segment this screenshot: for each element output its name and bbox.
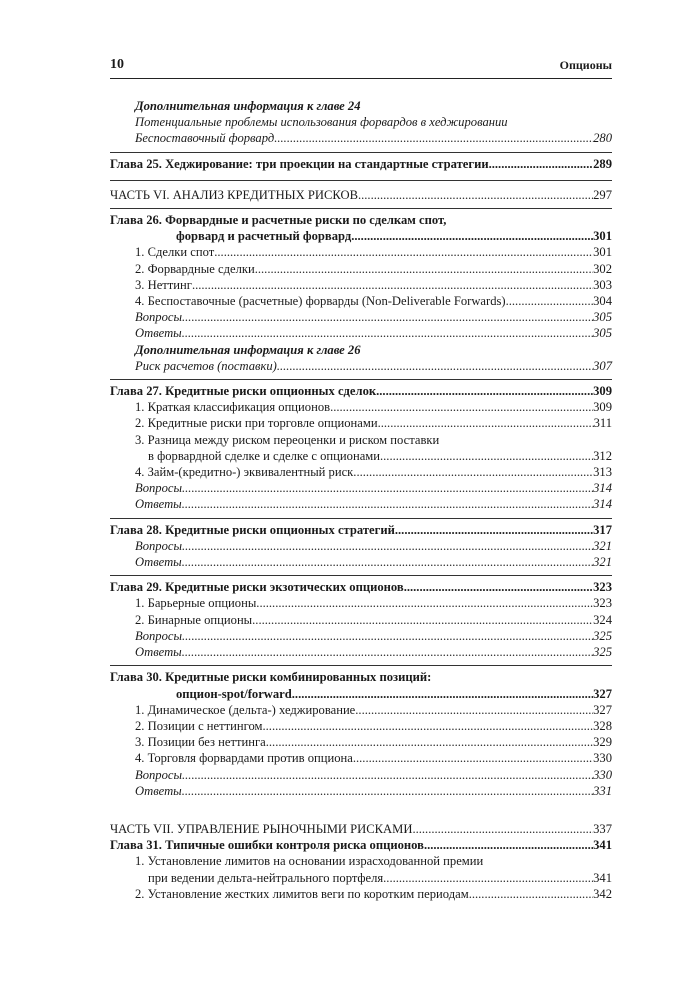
toc-questions[interactable]: Вопросы ..... 330	[110, 767, 612, 783]
add-info-24-item: Потенциальные проблемы использования форвардов в хеджировании	[135, 115, 508, 130]
toc-chapter-28[interactable]: Глава 28. Кредитные риски опционных стратегий ..... 317	[110, 518, 612, 538]
toc-chapter-25[interactable]: Глава 25. Хеджирование: три проекции на стандартные стратегии ..... 289	[110, 152, 612, 172]
toc-entry[interactable]: 1. Сделки спот ..... 301	[110, 244, 612, 260]
toc-answers[interactable]: Ответы ..... 314	[110, 496, 612, 512]
running-title: Опционы	[559, 58, 612, 72]
toc-entry[interactable]: 2. Форвардные сделки ..... 302	[110, 261, 612, 277]
toc-entry[interactable]: 3. Неттинг ..... 303	[110, 277, 612, 293]
toc-entry[interactable]: 1. Динамическое (дельта-) хеджирование ..... 327	[110, 702, 612, 718]
toc-entry[interactable]: 2. Позиции с неттингом ..... 328	[110, 718, 612, 734]
toc-questions[interactable]: Вопросы ..... 305	[110, 309, 612, 325]
toc-questions[interactable]: Вопросы ..... 321	[110, 538, 612, 554]
toc-answers[interactable]: Ответы ..... 305	[110, 325, 612, 341]
toc-entry[interactable]: 1. Барьерные опционы ..... 323	[110, 595, 612, 611]
toc-part-7[interactable]: ЧАСТЬ VII. УПРАВЛЕНИЕ РЫНОЧНЫМИ РИСКАМИ ..... 337	[110, 821, 612, 837]
add-info-24-heading: Дополнительная информация к главе 24	[135, 99, 361, 113]
toc-entry-line: 1. Установление лимитов на основании израсходованной премии	[135, 854, 484, 869]
toc-chapter-31[interactable]: Глава 31. Типичные ошибки контроля риска опционов ..... 341	[110, 837, 612, 853]
toc-questions[interactable]: Вопросы ..... 325	[110, 628, 612, 644]
toc-chapter-30-title: Глава 30. Кредитные риски комбинированных позиций:	[110, 665, 612, 685]
toc-answers[interactable]: Ответы ..... 325	[110, 644, 612, 660]
toc-entry[interactable]: 4. Займ-(кредитно-) эквивалентный риск ..... 313	[110, 464, 612, 480]
toc-part-6[interactable]: ЧАСТЬ VI. АНАЛИЗ КРЕДИТНЫХ РИСКОВ ..... 297	[110, 180, 612, 203]
toc-entry[interactable]: 4. Беспоставочные (расчетные) форварды (Non-Deliverable Forwards) ..... 304	[110, 293, 612, 309]
toc-entry[interactable]: 2. Кредитные риски при торговле опционами ..... 311	[110, 415, 612, 431]
toc-chapter-26[interactable]: форвард и расчетный форвард ..... 301	[110, 228, 612, 244]
toc-entry[interactable]: 3. Позиции без неттинга ..... 329	[110, 734, 612, 750]
toc-questions[interactable]: Вопросы ..... 314	[110, 480, 612, 496]
toc-chapter-29[interactable]: Глава 29. Кредитные риски экзотических опционов ..... 323	[110, 575, 612, 595]
page-header	[110, 56, 612, 79]
toc-entry[interactable]: 2. Бинарные опционы ..... 324	[110, 612, 612, 628]
toc-chapter-26-title: Глава 26. Форвардные и расчетные риски по сделкам спот,	[110, 208, 612, 228]
page-number: 10	[110, 57, 124, 72]
add-info-26-heading: Дополнительная информация к главе 26	[135, 342, 361, 357]
toc-chapter-27[interactable]: Глава 27. Кредитные риски опционных сделок ..... 309	[110, 379, 612, 399]
toc-chapter-30[interactable]: опцион-spot/forward ..... 327	[110, 686, 612, 702]
toc-entry[interactable]: Беспоставочный форвард ..... 280	[110, 130, 612, 146]
toc-entry[interactable]: 4. Торговля форвардами против опциона ..... 330	[110, 750, 612, 766]
toc-entry[interactable]: при ведении дельта-нейтрального портфеля ..... 341	[110, 870, 612, 886]
toc-entry[interactable]: 1. Краткая классификация опционов ..... 309	[110, 399, 612, 415]
toc-entry-line: 3. Разница между риском переоценки и риском поставки	[135, 432, 440, 447]
table-of-contents	[110, 98, 612, 902]
toc-answers[interactable]: Ответы ..... 321	[110, 554, 612, 570]
toc-entry[interactable]: Риск расчетов (поставки) ..... 307	[110, 358, 612, 374]
toc-entry[interactable]: в форвардной сделке и сделке с опционами ..... 312	[110, 448, 612, 464]
toc-answers[interactable]: Ответы ..... 331	[110, 783, 612, 799]
toc-entry[interactable]: 2. Установление жестких лимитов веги по коротким периодам ..... 342	[110, 886, 612, 902]
